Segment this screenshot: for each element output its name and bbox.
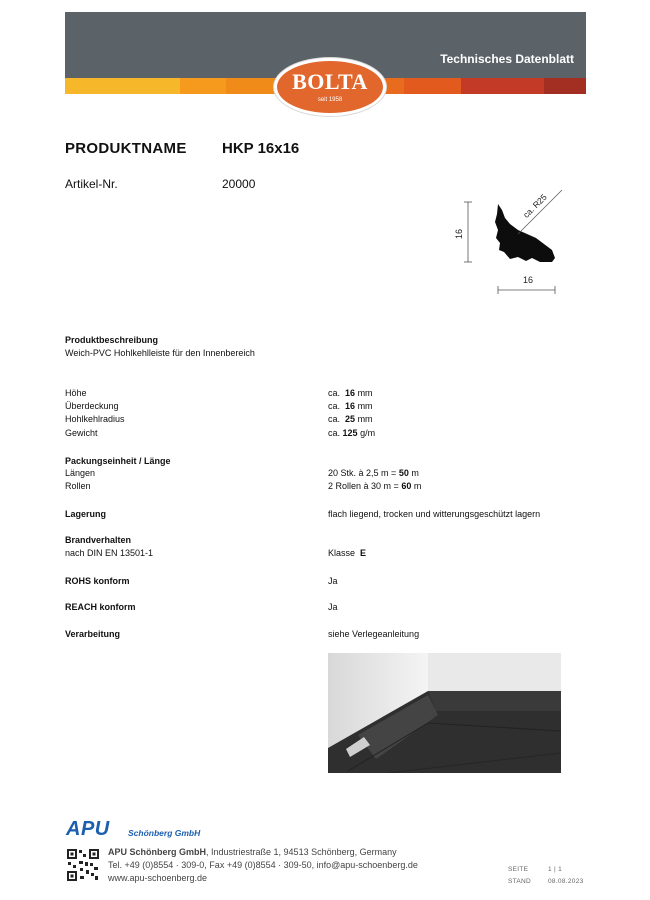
processing-label: Verarbeitung [65, 629, 121, 639]
document-type-title: Technisches Datenblatt [440, 52, 574, 66]
dim-label-radius: Hohlkehlradius [65, 414, 125, 424]
reach-value: Ja [328, 602, 338, 612]
dim-value-overlap: ca. 16 mm [328, 401, 373, 411]
storage-value: flach liegend, trocken und witterungsgeschützt lagern [328, 509, 541, 519]
dim-value-height: ca. 16 mm [328, 388, 373, 398]
packaging-heading: Packungseinheit / Länge [65, 456, 171, 466]
article-number-value: 20000 [222, 177, 256, 191]
date-value: 08.08.2023 [548, 878, 584, 885]
packaging-rolls-label: Rollen [65, 481, 91, 491]
date-label: STAND [508, 878, 532, 885]
radius-label: ca. R25 [520, 191, 549, 220]
page-label: SEITE [508, 866, 529, 873]
profile-cross-section-diagram [452, 188, 572, 298]
fire-class: Klasse E [328, 548, 367, 558]
apu-logo-subtext: Schönberg GmbH [128, 828, 201, 838]
reach-label: REACH konform [65, 602, 136, 612]
dim-value-weight: ca. 125 g/m [328, 428, 376, 438]
company-contact: Tel. +49 (0)8554 · 309-0, Fax +49 (0)8554 · 309-50, info@apu-schoenberg.de [108, 860, 418, 870]
product-name-value: HKP 16x16 [222, 140, 300, 157]
packaging-rolls-value: 2 Rollen à 30 m = 60 m [328, 481, 422, 491]
logo-text: BOLTA [292, 69, 368, 94]
company-website-link[interactable]: www.apu-schoenberg.de [108, 873, 208, 883]
stripe-segment [65, 78, 180, 94]
stripe-segment [180, 78, 227, 94]
dim-label-weight: Gewicht [65, 428, 98, 438]
product-photo [328, 653, 561, 773]
bolta-logo [274, 58, 386, 116]
product-name-label: PRODUKTNAME [65, 140, 187, 157]
dim-label-overlap: Überdeckung [65, 401, 119, 411]
logo-subtext: seit 1958 [317, 97, 343, 103]
storage-label: Lagerung [65, 509, 107, 519]
page-value: 1 | 1 [548, 866, 563, 873]
apu-logo: APU [66, 818, 110, 840]
fire-heading: Brandverhalten [65, 535, 132, 545]
company-address: APU Schönberg GmbH, Industriestraße 1, 94513 Schönberg, Germany [108, 847, 397, 857]
stripe-segment [544, 78, 586, 94]
qr-code-icon [66, 848, 100, 882]
packaging-lengths-value: 20 Stk. à 2,5 m = 50 m [328, 468, 419, 478]
article-number-label: Artikel-Nr. [65, 177, 118, 191]
dim-value-radius: ca. 25 mm [328, 414, 373, 424]
stripe-segment [404, 78, 461, 94]
rohs-value: Ja [328, 576, 338, 586]
height-label: 16 [454, 228, 464, 240]
stripe-segment [461, 78, 544, 94]
fire-standard: nach DIN EN 13501-1 [65, 548, 154, 558]
packaging-lengths-label: Längen [65, 468, 96, 478]
description-heading: Produktbeschreibung [65, 335, 159, 345]
description-text: Weich-PVC Hohlkehlleiste für den Innenbereich [65, 348, 255, 358]
processing-value: siehe Verlegeanleitung [328, 629, 420, 639]
width-label: 16 [522, 275, 534, 285]
rohs-label: ROHS konform [65, 576, 130, 586]
dim-label-height: Höhe [65, 388, 87, 398]
